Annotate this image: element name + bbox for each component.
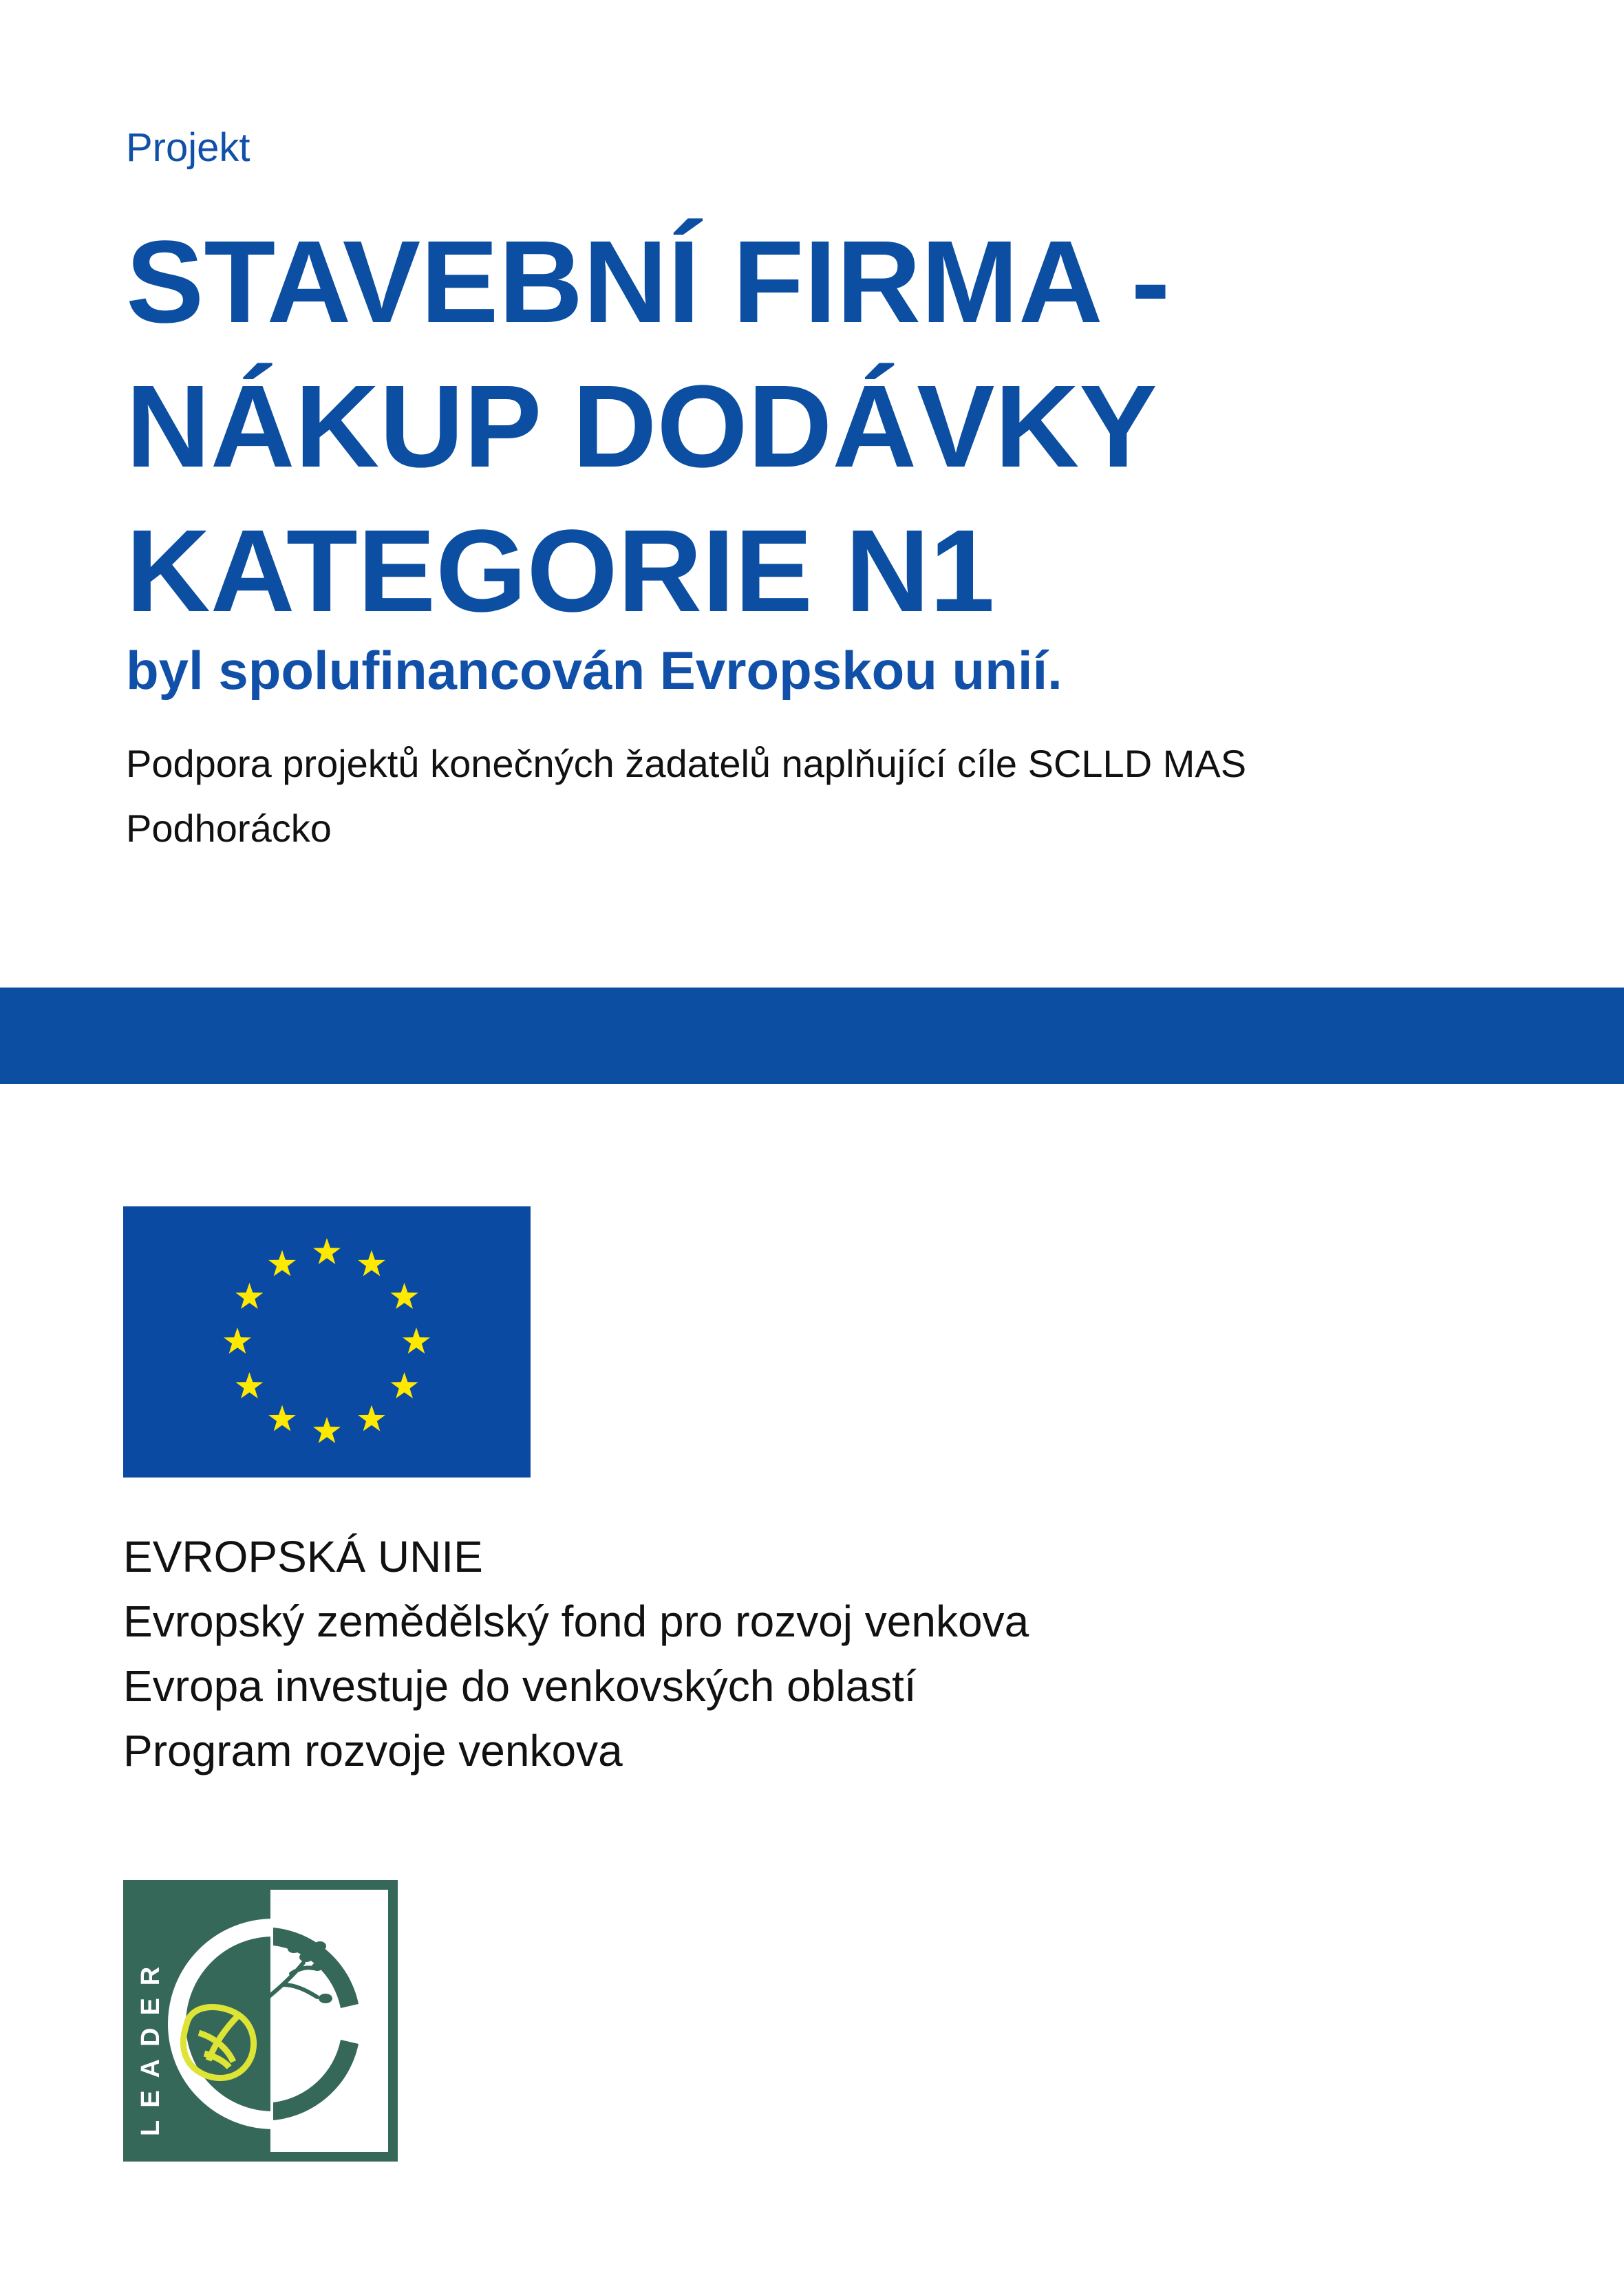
blue-band-divider — [0, 988, 1624, 1084]
project-label: Projekt — [126, 125, 250, 170]
cofinancing-statement: byl spolufinancován Evropskou unií. — [126, 640, 1062, 701]
leader-logo-icon — [123, 1880, 398, 2162]
eu-line-2: Evropský zemědělský fond pro rozvoj venkova — [123, 1597, 1029, 1646]
project-title — [126, 210, 1502, 643]
project-title-line-1: STAVEBNÍ FIRMA - — [126, 217, 1171, 348]
project-title-line-3: KATEGORIE N1 — [126, 506, 995, 637]
support-line-1: Podpora projektů konečných žadatelů naplňující cíle SCLLD MAS — [126, 742, 1247, 785]
support-description — [126, 732, 1571, 861]
eu-fund-text — [123, 1524, 1029, 1783]
eu-line-1: EVROPSKÁ UNIE — [123, 1532, 483, 1581]
eu-line-4: Program rozvoje venkova — [123, 1726, 623, 1775]
project-title-line-2: NÁKUP DODÁVKY — [126, 361, 1157, 492]
leader-logo-text: LEADER — [136, 1954, 165, 2136]
support-line-2: Podhorácko — [126, 807, 332, 850]
eu-flag-icon — [123, 1206, 531, 1478]
eu-line-3: Evropa investuje do venkovských oblastí — [123, 1661, 917, 1711]
